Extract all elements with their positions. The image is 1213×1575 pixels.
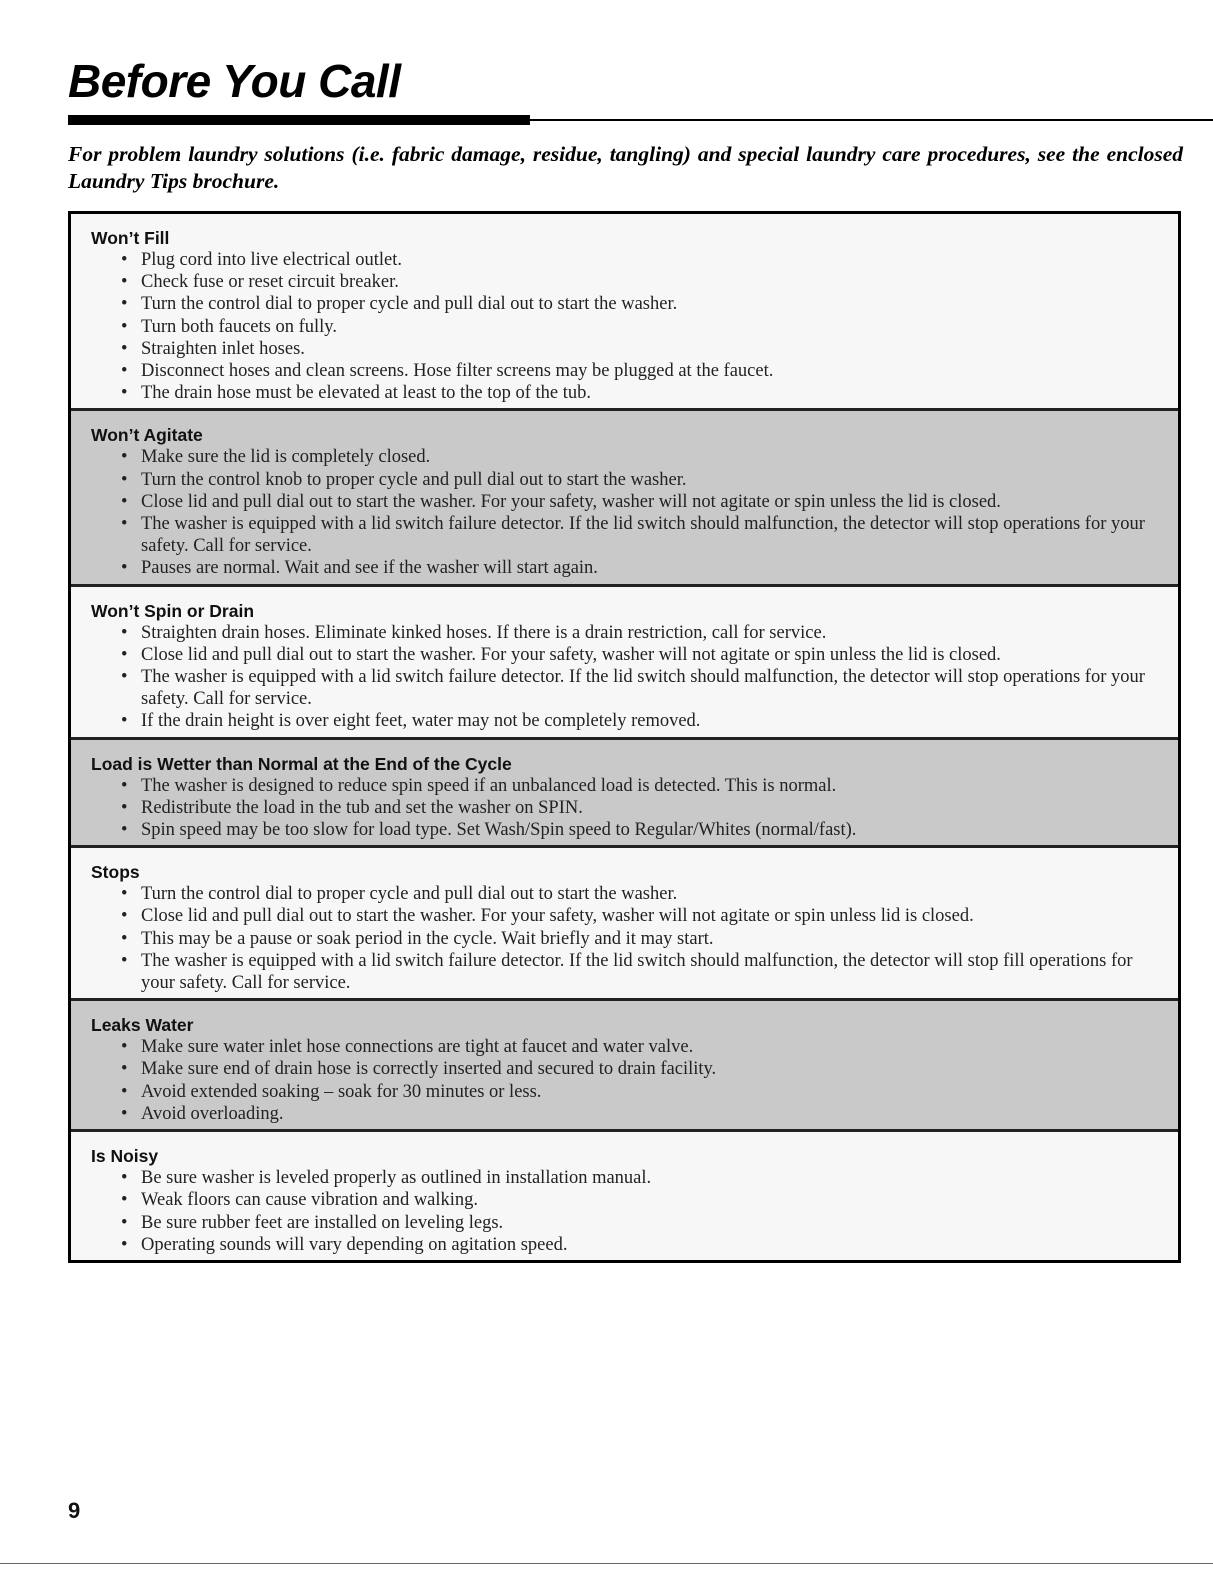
list-item: • Disconnect hoses and clean screens. Hose filter screens may be plugged at the faucet.	[121, 360, 1158, 382]
section-heading: Is Noisy	[91, 1146, 159, 1167]
list-item: • The washer is equipped with a lid switch failure detector. If the lid switch should malfunction, the detector will stop operations for your safety. Call for service.	[121, 513, 1158, 557]
section-wont-spin-or-drain	[71, 584, 1178, 737]
intro-note: For problem laundry solutions (i.e. fabric damage, residue, tangling) and special laundry care procedures, see the enclosed Laundry Tips brochure.	[68, 142, 1183, 193]
list-item: • Be sure rubber feet are installed on leveling legs.	[121, 1212, 1158, 1234]
section-item-list	[91, 622, 1158, 733]
section-item-list	[91, 1167, 1158, 1256]
list-item: • Be sure washer is leveled properly as outlined in installation manual.	[121, 1167, 1158, 1189]
list-item: • Redistribute the load in the tub and set the washer on SPIN.	[121, 797, 1158, 819]
section-heading: Stops	[91, 862, 140, 883]
list-item: • If the drain height is over eight feet, water may not be completely removed.	[121, 710, 1158, 732]
list-item: • Spin speed may be too slow for load type. Set Wash/Spin speed to Regular/Whites (normal/fast).	[121, 819, 1158, 841]
list-item: • Weak floors can cause vibration and walking.	[121, 1189, 1158, 1211]
list-item: • Close lid and pull dial out to start the washer. For your safety, washer will not agitate or spin unless the lid is closed.	[121, 491, 1158, 513]
list-item: • Plug cord into live electrical outlet.	[121, 249, 1158, 271]
section-heading: Load is Wetter than Normal at the End of the Cycle	[91, 753, 512, 774]
title-underline-thick	[68, 115, 530, 125]
list-item: • Make sure end of drain hose is correctly inserted and secured to drain facility.	[121, 1058, 1158, 1080]
section-leaks-water	[71, 998, 1178, 1129]
list-item: • Operating sounds will vary depending on agitation speed.	[121, 1234, 1158, 1256]
page-title: Before You Call	[68, 55, 401, 107]
list-item: • Straighten inlet hoses.	[121, 338, 1158, 360]
list-item: • Make sure the lid is completely closed.	[121, 446, 1158, 468]
section-item-list	[91, 249, 1158, 404]
list-item: • The washer is equipped with a lid switch failure detector. If the lid switch should malfunction, the detector will stop fill operations for your safety. Call for service.	[121, 950, 1158, 994]
section-is-noisy	[71, 1129, 1178, 1260]
page-number: 9	[68, 1498, 81, 1523]
section-item-list	[91, 446, 1158, 579]
section-load-wetter-than-normal	[71, 737, 1178, 846]
section-wont-fill	[71, 214, 1178, 408]
section-item-list	[91, 775, 1158, 842]
list-item: • Close lid and pull dial out to start the washer. For your safety, washer will not agitate or spin unless the lid is closed.	[121, 644, 1158, 666]
section-heading: Leaks Water	[91, 1015, 194, 1036]
list-item: • Turn the control dial to proper cycle and pull dial out to start the washer.	[121, 883, 1158, 905]
footer-divider	[0, 1563, 1213, 1564]
title-underline-thin	[530, 119, 1213, 121]
list-item: • Turn the control dial to proper cycle and pull dial out to start the washer.	[121, 293, 1158, 315]
troubleshooting-table	[68, 211, 1181, 1263]
list-item: • The drain hose must be elevated at least to the top of the tub.	[121, 382, 1158, 404]
section-wont-agitate	[71, 408, 1178, 583]
list-item: • Avoid overloading.	[121, 1103, 1158, 1125]
list-item: • The washer is designed to reduce spin speed if an unbalanced load is detected. This is normal.	[121, 775, 1158, 797]
section-item-list	[91, 883, 1158, 994]
list-item: • Straighten drain hoses. Eliminate kinked hoses. If there is a drain restriction, call for service.	[121, 622, 1158, 644]
section-stops	[71, 845, 1178, 998]
list-item: • Turn the control knob to proper cycle and pull dial out to start the washer.	[121, 469, 1158, 491]
list-item: • This may be a pause or soak period in the cycle. Wait briefly and it may start.	[121, 928, 1158, 950]
list-item: • Make sure water inlet hose connections are tight at faucet and water valve.	[121, 1036, 1158, 1058]
list-item: • The washer is equipped with a lid switch failure detector. If the lid switch should malfunction, the detector will stop operations for your safety. Call for service.	[121, 666, 1158, 710]
list-item: • Turn both faucets on fully.	[121, 316, 1158, 338]
section-heading: Won’t Spin or Drain	[91, 600, 255, 621]
list-item: • Close lid and pull dial out to start the washer. For your safety, washer will not agitate or spin unless lid is closed.	[121, 905, 1158, 927]
list-item: • Check fuse or reset circuit breaker.	[121, 271, 1158, 293]
section-item-list	[91, 1036, 1158, 1125]
section-heading: Won’t Fill	[91, 228, 170, 248]
section-heading: Won’t Agitate	[91, 425, 203, 446]
list-item: • Pauses are normal. Wait and see if the washer will start again.	[121, 557, 1158, 579]
list-item: • Avoid extended soaking – soak for 30 minutes or less.	[121, 1081, 1158, 1103]
